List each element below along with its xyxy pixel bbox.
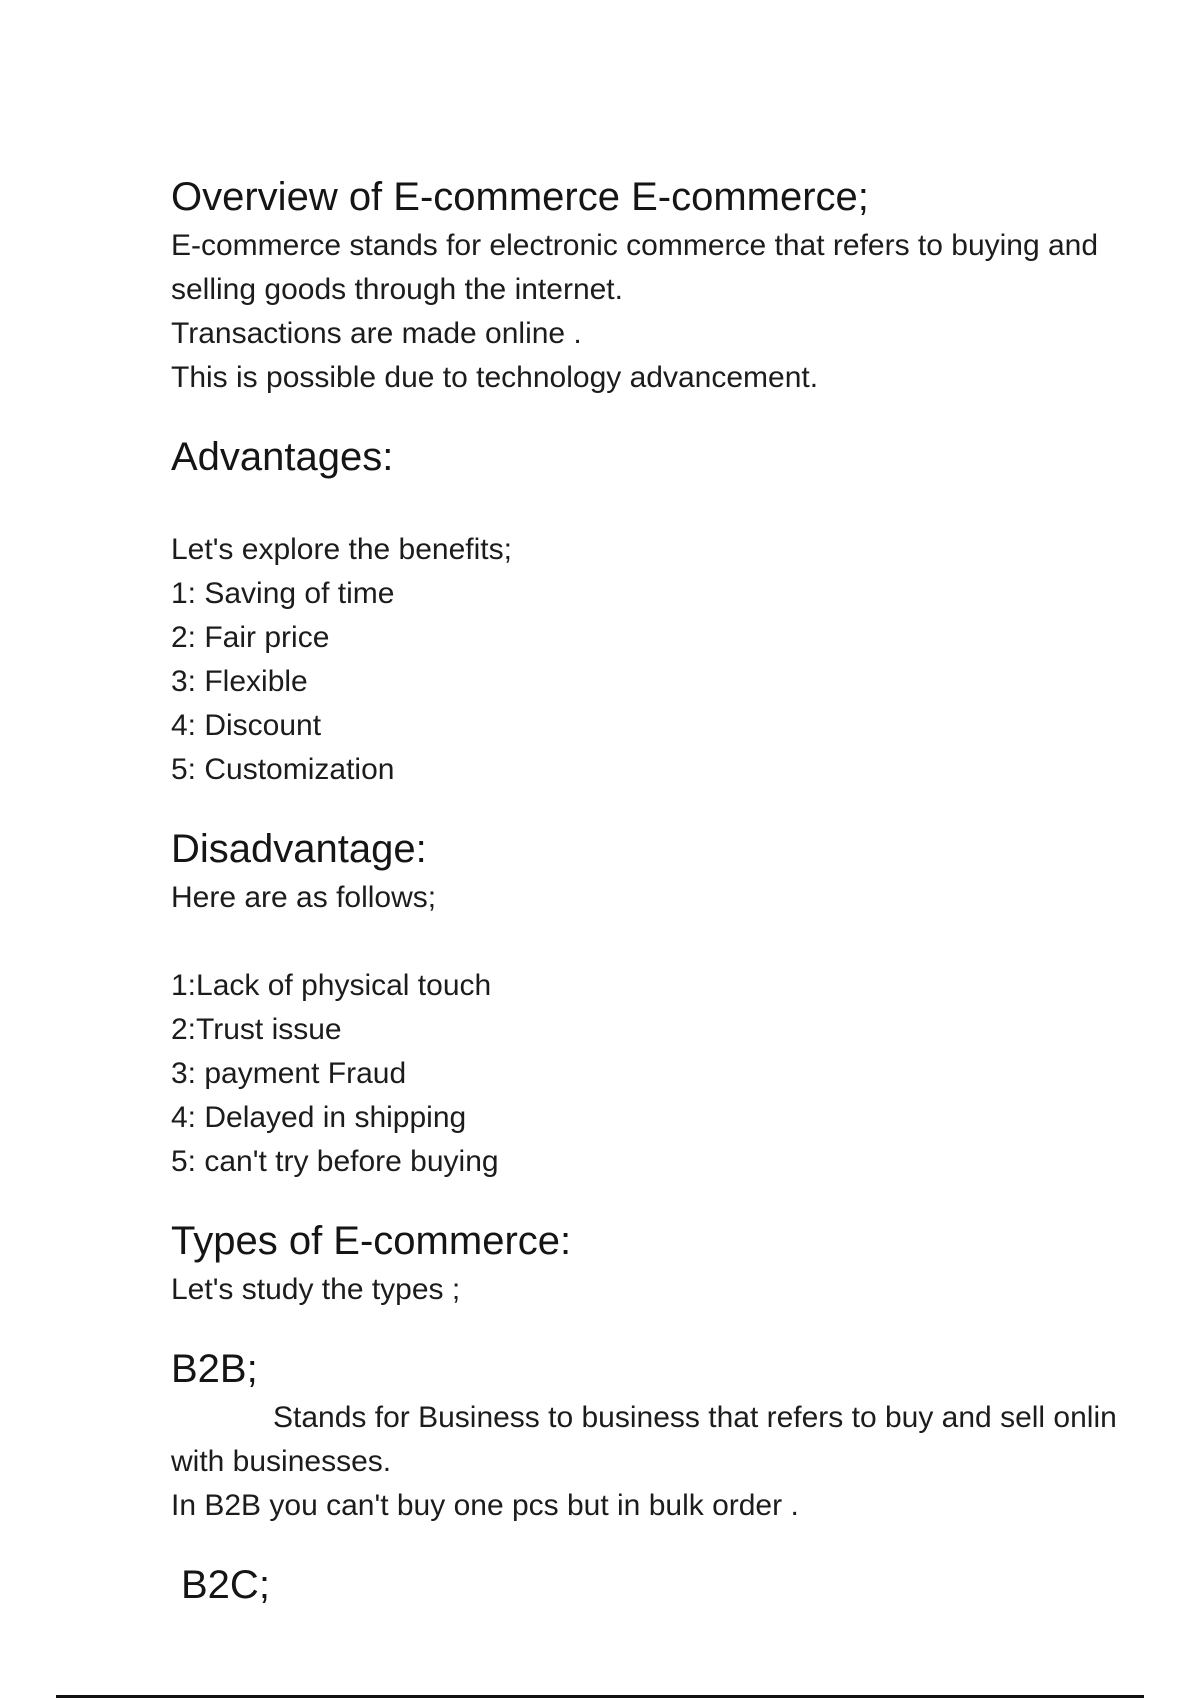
- list-item: 3: Flexible: [171, 665, 308, 698]
- spacer: [171, 920, 1200, 964]
- b2b-line: Stands for Business to business that refers to buy and sell onlin: [273, 1401, 1117, 1434]
- spacer: [171, 1528, 1200, 1558]
- list-item: 5: can't try before buying: [171, 1145, 499, 1178]
- overview-heading: Overview of E-commerce E-commerce;: [171, 175, 869, 219]
- types-intro: Let's study the types ;: [171, 1273, 461, 1306]
- b2b-heading: B2B;: [171, 1347, 258, 1391]
- advantages-heading: Advantages:: [171, 435, 394, 479]
- list-item: 4: Delayed in shipping: [171, 1101, 467, 1134]
- b2b-line: In B2B you can't buy one pcs but in bulk order .: [171, 1489, 799, 1522]
- list-item: 2:Trust issue: [171, 1013, 342, 1046]
- spacer: [171, 1312, 1200, 1342]
- page-bottom-rule: [56, 1695, 1144, 1698]
- b2b-line: with businesses.: [171, 1445, 392, 1478]
- spacer: [171, 792, 1200, 822]
- overview-line: selling goods through the internet.: [171, 273, 623, 306]
- types-heading: Types of E-commerce:: [171, 1219, 572, 1263]
- list-item: 1:Lack of physical touch: [171, 969, 492, 1002]
- spacer: [171, 484, 1200, 528]
- document-body: [171, 170, 1200, 1612]
- list-item: 2: Fair price: [171, 621, 330, 654]
- list-item: 4: Discount: [171, 709, 322, 742]
- disadvantage-heading: Disadvantage:: [171, 827, 427, 871]
- b2c-heading: B2C;: [181, 1563, 270, 1607]
- spacer: [171, 400, 1200, 430]
- overview-line: E-commerce stands for electronic commerce that refers to buying and: [171, 229, 1099, 262]
- list-item: 3: payment Fraud: [171, 1057, 407, 1090]
- spacer: [171, 1184, 1200, 1214]
- overview-line: Transactions are made online .: [171, 317, 582, 350]
- list-item: 1: Saving of time: [171, 577, 395, 610]
- list-item: 5: Customization: [171, 753, 395, 786]
- disadvantage-intro: Here are as follows;: [171, 881, 437, 914]
- overview-line: This is possible due to technology advancement.: [171, 361, 819, 394]
- advantages-intro: Let's explore the benefits;: [171, 533, 512, 566]
